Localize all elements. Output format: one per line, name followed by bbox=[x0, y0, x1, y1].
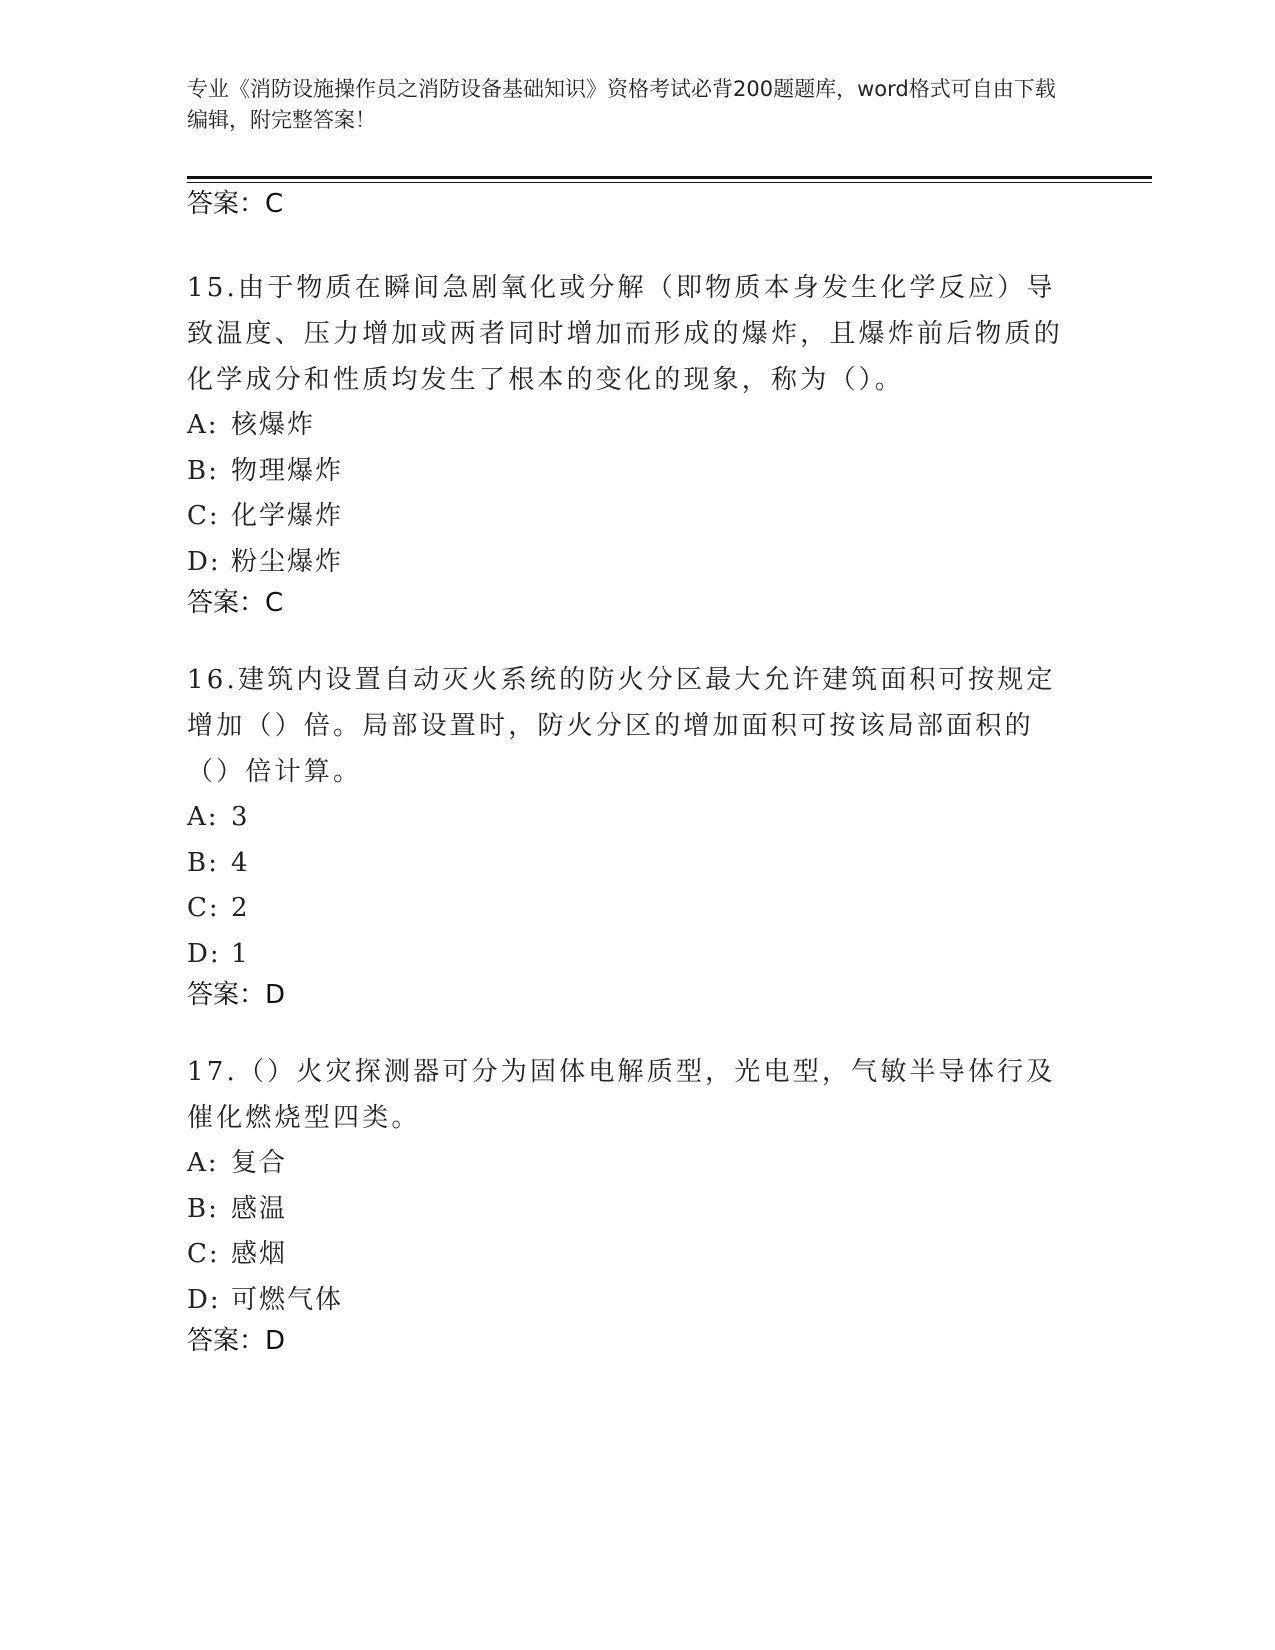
option-letter: D: bbox=[187, 1284, 221, 1315]
option-text: 2 bbox=[231, 893, 250, 923]
option-text: 4 bbox=[231, 847, 250, 878]
option-c bbox=[187, 1232, 1087, 1278]
option-letter: A: bbox=[187, 802, 219, 832]
option-letter: A: bbox=[187, 1148, 219, 1178]
answer-line: 答案：D bbox=[187, 1326, 286, 1356]
option-text: 感温 bbox=[231, 1193, 288, 1224]
header-rule-thick bbox=[187, 176, 1152, 179]
option-d bbox=[187, 932, 1087, 978]
option-a bbox=[187, 795, 1087, 841]
option-text: 可燃气体 bbox=[231, 1284, 344, 1315]
option-text: 核爆炸 bbox=[231, 410, 316, 440]
option-list bbox=[187, 403, 1087, 585]
option-d bbox=[187, 540, 1087, 586]
question-17 bbox=[187, 1049, 1087, 1359]
option-text: 感烟 bbox=[231, 1239, 288, 1269]
option-a bbox=[187, 403, 1087, 449]
option-d bbox=[187, 1278, 1087, 1324]
option-letter: B: bbox=[187, 1193, 219, 1224]
option-text: 物理爆炸 bbox=[231, 455, 344, 486]
option-letter: D: bbox=[187, 938, 221, 969]
option-b bbox=[187, 449, 1087, 495]
question-stem: 16.建筑内设置自动灭火系统的防火分区最大允许建筑面积可按规定增加（）倍。局部设置时，防火分区的增加面积可按该局部面积的（）倍计算。 bbox=[187, 665, 1056, 787]
option-text: 3 bbox=[231, 802, 250, 832]
answer-line: 答案：D bbox=[187, 980, 286, 1010]
question-stem: 17.（）火灾探测器可分为固体电解质型，光电型，气敏半导体行及催化燃烧型四类。 bbox=[187, 1057, 1056, 1133]
option-text: 复合 bbox=[231, 1148, 288, 1178]
option-letter: A: bbox=[187, 410, 219, 440]
option-a bbox=[187, 1141, 1087, 1187]
question-stem: 15.由于物质在瞬间急剧氧化或分解（即物质本身发生化学反应）导致温度、压力增加或两者同时增加而形成的爆炸，且爆炸前后物质的化学成分和性质均发生了根本的变化的现象，称为（）。 bbox=[187, 273, 1064, 395]
option-c bbox=[187, 494, 1087, 540]
option-c bbox=[187, 886, 1087, 932]
previous-answer: 答案：C bbox=[187, 189, 284, 219]
option-letter: C: bbox=[187, 1239, 220, 1269]
document-header: 专业《消防设施操作员之消防设备基础知识》资格考试必背200题题库，word格式可自由下载编辑，附完整答案！ bbox=[187, 77, 1056, 132]
option-list bbox=[187, 1141, 1087, 1323]
option-b bbox=[187, 841, 1087, 887]
option-letter: C: bbox=[187, 893, 220, 923]
question-15 bbox=[187, 265, 1087, 621]
option-text: 化学爆炸 bbox=[231, 501, 344, 531]
answer-line: 答案：C bbox=[187, 588, 284, 618]
option-letter: C: bbox=[187, 501, 220, 531]
option-list bbox=[187, 795, 1087, 977]
question-16 bbox=[187, 657, 1087, 1013]
option-b bbox=[187, 1187, 1087, 1233]
option-letter: D: bbox=[187, 546, 221, 577]
header-rule-thin bbox=[187, 182, 1152, 183]
option-text: 粉尘爆炸 bbox=[231, 546, 344, 577]
option-letter: B: bbox=[187, 455, 219, 486]
option-letter: B: bbox=[187, 847, 219, 878]
option-text: 1 bbox=[231, 938, 250, 969]
